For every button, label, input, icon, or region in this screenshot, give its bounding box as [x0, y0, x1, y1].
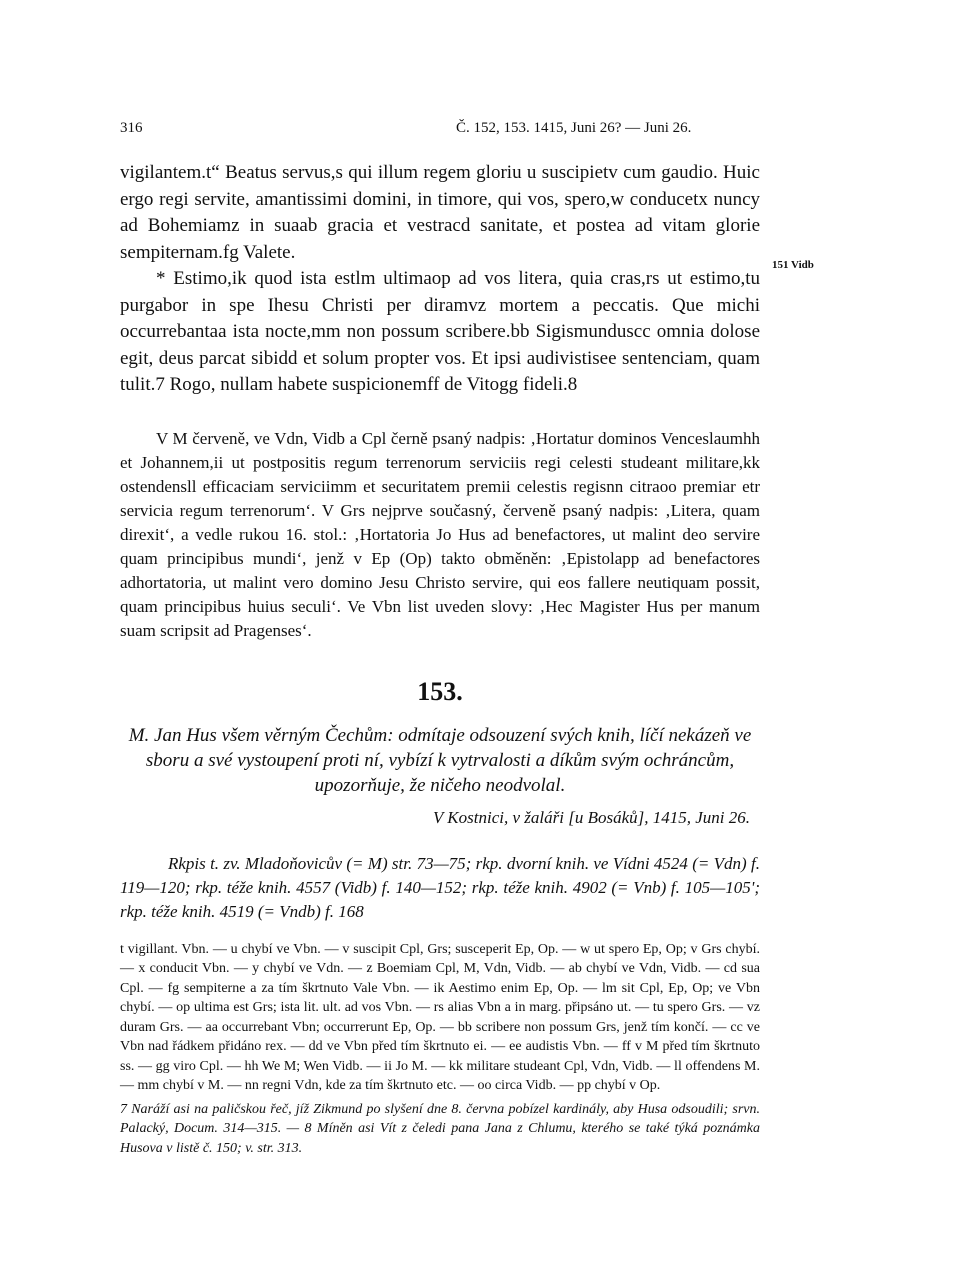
- footnotes-explanatory: 7 Naráží asi na paličskou řeč, jíž Zikmund po slyšení dne 8. června pobízel kardinály, aby Husa odsoudili; srvn. Palacký, Docum. 314—315. — 8 Míněn asi Vít z čeledi pana Jana z Chlumu, kterého se také týká poznámka Husova v listě č. 150; v. str. 313.: [120, 1101, 760, 1156]
- letter-paragraph-1: vigilantem.t“ Beatus servus,s qui illum regem gloriu u suscipietv cum gaudio. Huic ergo regi servite, amantissimi domini, in timore, qui vos, spero,w conducetx nuncy ad Bohemiamz in suaab gracia et vestracd sanitate, et postea ad vitam glorie sempiternam.fg Valete.: [120, 162, 760, 263]
- sources: Rkpis t. zv. Mladoňovicův (= M) str. 73—75; rkp. dvorní knih. ve Vídni 4524 (= Vdn) f. 119—120; rkp. téže knih. 4557 (Vidb) f. 140—152; rkp. téže knih. 4902 (= Vnb) f. 105—105'; rkp. téže knih. 4519 (= Vndb) f. 168: [120, 853, 760, 921]
- heading-note: V M červeně, ve Vdn, Vidb a Cpl černě psaný nadpis: ‚Hortatur dominos Venceslaumhh et Johannem,ii ut postpositis regum terrenorum serviciis regi celesti studeant militare,kk ostendensll efficaciam serviciimm et securitatem premii celestis regisnn citraoo premiar etr servicia regum terrenorum‘. V Grs nejprve současný, červeně psaný nadpis: ‚Litera, quam direxit‘, a vedle rukou 16. stol.: ‚Hortatoria Jo Hus ad benefactores, ut malint deo servire quam principibus mundi‘, jenž v Ep (Op) takto obměněn: ‚Epistolapp ad benefactores adhortatoria, ut malint vero domino Jesu Christo servire, qui eos fallere neutiquam possit, quam principibus huius seculi‘. Ve Vbn list uveden slovy: ‚Hec Magister Hus per manum suam scripsit ad Pragenses‘.: [120, 428, 760, 640]
- page-body: [120, 160, 760, 1158]
- place-date: V Kostnici, v žaláři [u Bosáků], 1415, Juni 26.: [432, 807, 750, 827]
- document-number: 153.: [417, 676, 463, 706]
- running-header: [120, 120, 760, 140]
- regest: M. Jan Hus všem věrným Čechům: odmítaje odsouzení svých knih, líčí nekázeň ve sboru a své vystoupení proti ní, vybízí k vytrvalosti a díkům svým ochráncům, upozorňuje, že ničeho neodvolal.: [128, 724, 752, 796]
- running-title: Č. 152, 153. 1415, Juni 26? — Juni 26.: [456, 120, 692, 136]
- letter-paragraph-2: * Estimo,ik quod ista estlm ultimaop ad vos litera, quia cras,rs ut estimo,tu purgabor in spe Ihesu Christi per diramvz mortem a peccatis. Que michi occurrebantaa ista nocte,mm non possum scribere.bb Sigismunduscc omnia dolose egit, deus parcat sibidd et solum propter vos. Et ipsi audivistisee sentenciam, quam tulit.7 Rogo, nullam habete suspicionemff de Vitogg fideli.8: [120, 268, 760, 395]
- page-number: 316: [120, 120, 143, 136]
- margin-note: 151 Vidb: [772, 259, 814, 271]
- footnotes-critical: t vigillant. Vbn. — u chybí ve Vbn. — v suscipit Cpl, Grs; susceperit Ep, Op. — w ut spero Ep, Op; v Grs chybí. — x conducit Vbn. — y chybí ve Vdn. — z Boemiam Cpl, M, Vdn, Vidb. — ab chybí ve Vdn, Vidb. — cd sua Cpl. — fg sempiterne a za tím škrtnuto Vale Vbn. — ik Aestimo enim Ep, Op. — lm sit Cpl, Ep, Op; ve Vbn chybí. — op ultima est Grs; ista lit. ult. ad vos Vbn. — rs alias Vbn a in marg. připsáno ut. — tu spero Grs. — vz duram Grs. — aa occurrebant Vbn; occurrerunt Ep, Op. — bb scribere non possum Grs, jenž tím končí. — cc ve Vbn nad řádkem přidáno rex. — dd ve Vbn před tím škrtnuto ei. — ee audistis Vbn. — ff v M před tím škrtnuto ss. — gg viro Cpl. — hh We M; Wen Vidb. — ii Jo M. — kk militare studeant Cpl, Vdn, Vidb. — ll offendens M. — mm chybí v M. — nn regni Vdn, kde za tím škrtnuto etc. — oo circa Vidb. — pp chybí v Op.: [120, 941, 760, 1093]
